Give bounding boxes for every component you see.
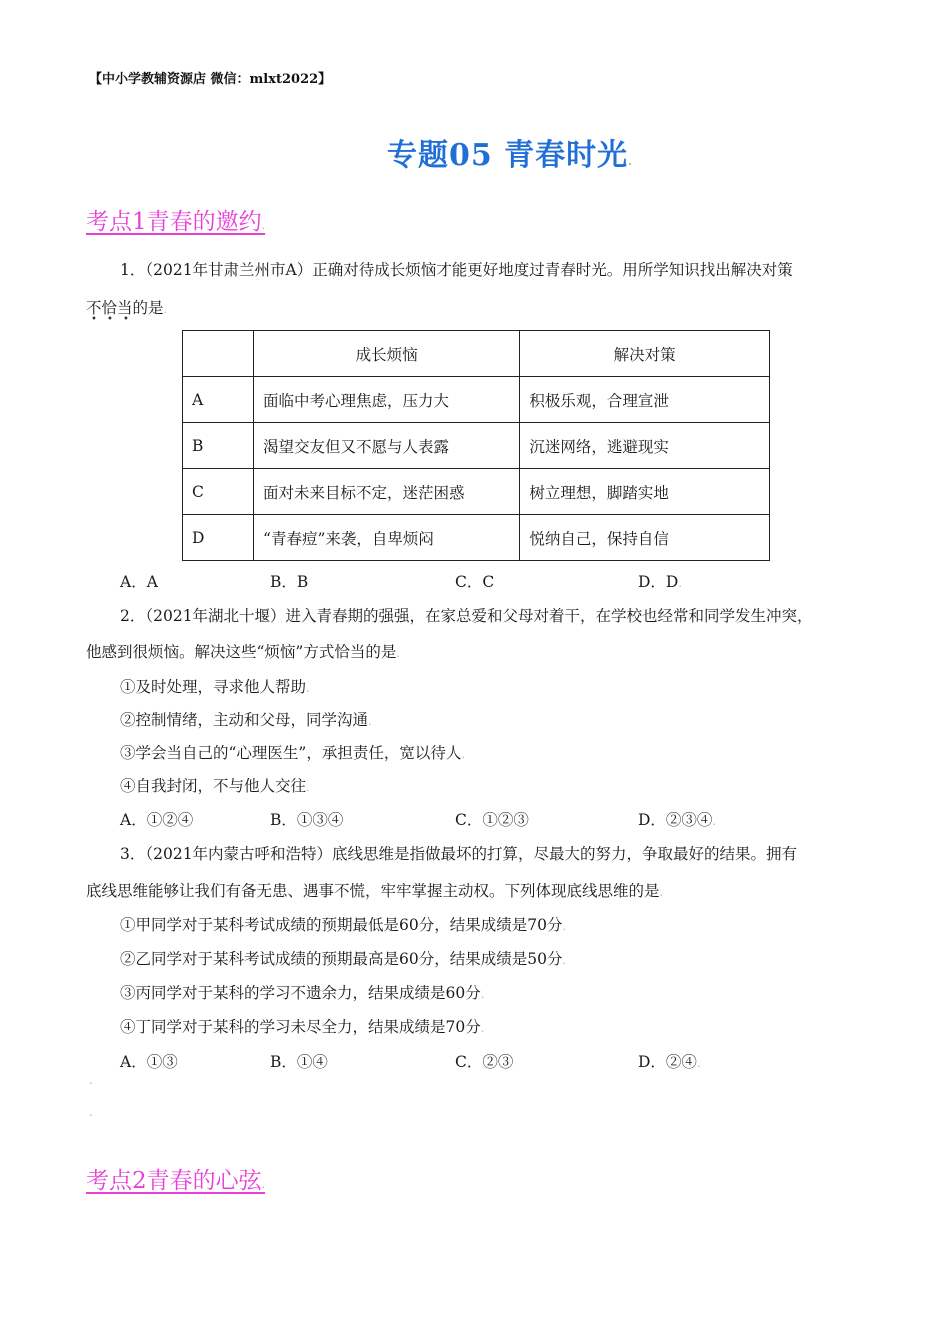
table-header-row: [183, 331, 770, 377]
paragraph-mark: .: [480, 1022, 485, 1035]
paragraph-mark: .: [628, 155, 634, 168]
table-header-cell: 成长烦恼: [254, 331, 520, 377]
q1-table: [182, 330, 770, 561]
paragraph-mark: .: [261, 219, 266, 232]
q3-stem-line2: [86, 881, 663, 903]
page-title-text: 专题05 青春时光: [386, 138, 629, 173]
q2-stem-line1: 2．（2021年湖北十堰）进入青春期的强强，在家总爱和父母对着干，在学校也经常和同学发生冲突，: [120, 607, 813, 625]
q2-item-2: [120, 710, 372, 732]
table-cell: 树立理想，脚踏实地: [520, 469, 770, 515]
table-header-cell: 解决对策: [520, 331, 770, 377]
paragraph-mark: .: [368, 715, 372, 728]
q2-stem-line2: [86, 642, 400, 664]
paragraph-mark: .: [306, 682, 310, 695]
q3-item-3: [120, 983, 484, 1005]
q3-item-2-text: ②乙同学对于某科考试成绩的预期最高是60分，结果成绩是50分: [120, 950, 563, 968]
q2-option-d: [638, 810, 716, 832]
header-note: 【中小学教辅资源店 微信：mlxt2022】: [89, 72, 332, 87]
q3-item-1: [120, 915, 566, 937]
q2-item-1-text: ①及时处理，寻求他人帮助: [120, 678, 307, 696]
paragraph-mark: .: [562, 920, 566, 933]
paragraph-mark: .: [163, 303, 168, 316]
table-cell: 积极乐观，合理宣泄: [520, 377, 770, 423]
q1-option-b: B．B: [270, 573, 309, 591]
emphasis-dot: •: [107, 314, 113, 325]
q3-option-a: A．①③: [120, 1053, 178, 1071]
paragraph-mark: .: [712, 815, 716, 828]
paragraph-mark: .: [261, 1178, 266, 1191]
paragraph-mark: .: [562, 954, 566, 967]
q3-item-3-text: ③丙同学对于某科的学习不遗余力，结果成绩是60分: [120, 984, 481, 1002]
table-cell: “青春痘”来袭，自卑烦闷: [254, 515, 520, 561]
emphasis-dot: •: [91, 314, 97, 325]
section-heading-1-label: 考点1青春的邀约: [86, 209, 262, 235]
q2-item-2-text: ②控制情绪，主动和父母，同学沟通: [120, 711, 369, 729]
emphasis-dot: •: [123, 314, 129, 325]
section-heading-1: [86, 203, 265, 236]
page-title: [0, 130, 950, 174]
table-cell: 面对未来目标不定，迷茫困惑: [254, 469, 520, 515]
q1-stem-line2-text: 不恰当的是: [86, 299, 164, 317]
blank-paragraph-mark: .: [89, 1074, 93, 1087]
q2-item-3: [120, 743, 465, 765]
paragraph-mark: .: [461, 748, 465, 761]
table-cell: D: [183, 515, 254, 561]
q1-option-d-text: D．D: [638, 573, 679, 591]
table-header-cell: [183, 331, 254, 377]
table-row: [183, 423, 770, 469]
q1-option-c: C．C: [455, 573, 495, 591]
paragraph-mark: .: [396, 647, 400, 660]
q2-item-1: [120, 677, 310, 699]
table-row: [183, 515, 770, 561]
table-cell: 渴望交友但又不愿与人表露: [254, 423, 520, 469]
table-cell: A: [183, 377, 254, 423]
q3-item-4: [120, 1017, 484, 1039]
paragraph-mark: .: [306, 781, 310, 794]
section-heading-2: [86, 1162, 265, 1195]
table-row: [183, 469, 770, 515]
q1-stem-line1: 1．（2021年甘肃兰州市A）正确对待成长烦恼才能更好地度过青春时光。用所学知识找出解决对策: [120, 261, 793, 279]
section-heading-2-label: 考点2青春的心弦: [86, 1168, 262, 1194]
q2-option-c: C．①②③: [455, 811, 529, 829]
table-cell: 悦纳自己，保持自信: [520, 515, 770, 561]
q3-option-b: B．①④: [270, 1053, 328, 1071]
paragraph-mark: .: [480, 988, 485, 1001]
q2-item-4-text: ④自我封闭，不与他人交往: [120, 777, 307, 795]
q2-option-b: B．①③④: [270, 811, 344, 829]
q3-item-4-text: ④丁同学对于某科的学习未尽全力，结果成绩是70分: [120, 1018, 481, 1036]
paragraph-mark: .: [678, 577, 682, 590]
table-cell: 沉迷网络，逃避现实: [520, 423, 770, 469]
q3-stem-line2-text: 底线思维能够让我们有备无患、遇事不慌，牢牢掌握主动权。下列体现底线思维的是: [86, 882, 660, 900]
table-cell: 面临中考心理焦虑，压力大: [254, 377, 520, 423]
table-cell: C: [183, 469, 254, 515]
q2-option-d-text: D．②③④: [638, 811, 713, 829]
paragraph-mark: .: [696, 1057, 701, 1070]
q1-option-d: [638, 572, 682, 594]
q2-item-4: [120, 776, 310, 798]
q3-option-d: [638, 1052, 700, 1074]
blank-paragraph-mark: .: [89, 1106, 93, 1119]
q3-item-2: [120, 949, 566, 971]
q1-option-a: A．A: [120, 573, 158, 591]
q3-option-c: C．②③: [455, 1053, 514, 1071]
q3-stem-line1: 3．（2021年内蒙古呼和浩特）底线思维是指做最坏的打算，尽最大的努力，争取最好的结果。拥有: [120, 845, 798, 863]
q2-item-3-text: ③学会当自己的“心理医生”，承担责任，宽以待人: [120, 744, 462, 762]
q3-item-1-text: ①甲同学对于某科考试成绩的预期最低是60分，结果成绩是70分: [120, 916, 563, 934]
q2-stem-line2-text: 他感到很烦恼。解决这些“烦恼”方式恰当的是: [86, 643, 397, 661]
table-cell: B: [183, 423, 254, 469]
q2-option-a: A．①②④: [120, 811, 194, 829]
table-row: [183, 377, 770, 423]
q3-option-d-text: D．②④: [638, 1053, 697, 1071]
paragraph-mark: .: [659, 886, 664, 899]
